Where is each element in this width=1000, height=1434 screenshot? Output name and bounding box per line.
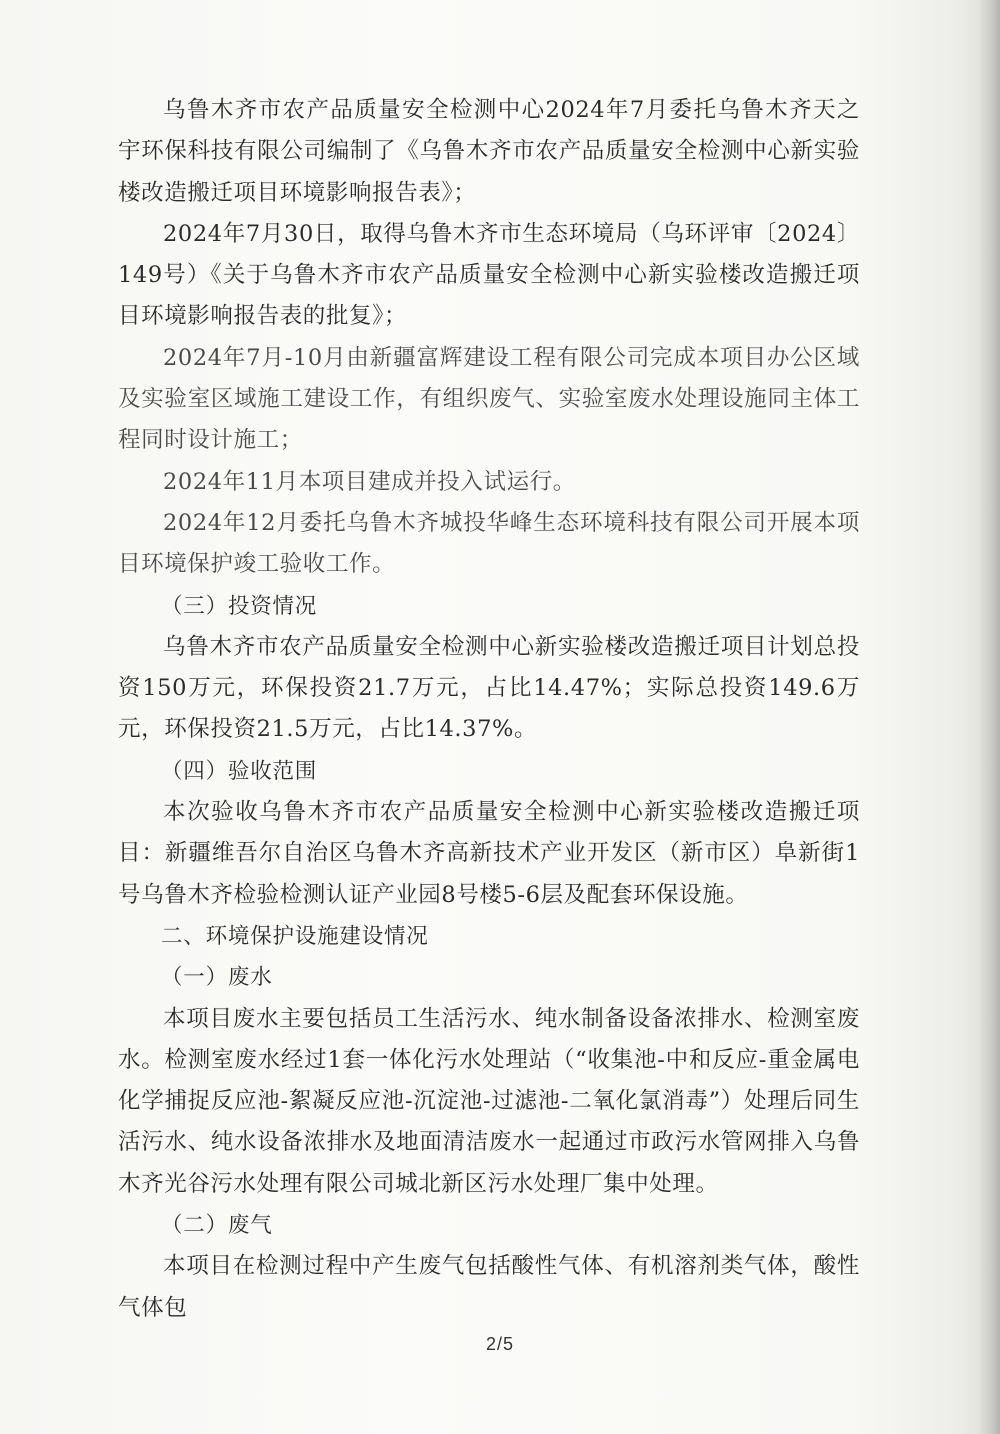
paragraph-investment: 乌鲁木齐市农产品质量安全检测中心新实验楼改造搬迁项目计划总投资150万元，环保投资21.7万元，占比14.47%；实际总投资149.6万元，环保投资21.5万元，占比14.37%。 (118, 633, 860, 743)
paragraph-wastewater: 本项目废水主要包括员工生活污水、纯水制备设备浓排水、检测室废水。检测室废水经过1套一体化污水处理站（“收集池-中和反应-重金属电化学捕捉反应池-絮凝反应池-沉淀池-过滤池-二氧化氯消毒”）处理后同生活污水、纯水设备浓排水及地面清洁废水一起通过市政污水管网排入乌鲁木齐光谷污水处理有限公司城北新区污水处理厂集中处理。 (118, 1005, 860, 1197)
section-heading-scope: （四）验收范围 (161, 758, 318, 784)
paragraph-acceptance-commission: 2024年12月委托乌鲁木齐城投华峰生态环境科技有限公司开展本项目环境保护竣工验收工作。 (118, 509, 860, 578)
section-heading-exhaust: （二）废气 (161, 1213, 273, 1239)
paragraph-exhaust: 本项目在检测过程中产生废气包括酸性气体、有机溶剂类气体，酸性气体包 (118, 1253, 860, 1321)
document-body (118, 90, 860, 1329)
page-number: 2/5 (485, 1334, 515, 1354)
section-heading-investment: （三）投资情况 (161, 593, 318, 619)
paragraph-scope: 本次验收乌鲁木齐市农产品质量安全检测中心新实验楼改造搬迁项目：新疆维吾尔自治区乌鲁木齐高新技术产业开发区（新市区）阜新街1号乌鲁木齐检验检测认证产业园8号楼5-6层及配套环保设施。 (118, 799, 860, 908)
section-heading-facilities: 二、环境保护设施建设情况 (161, 923, 429, 949)
paragraph-trial-operation: 2024年11月本项目建成并投入试运行。 (163, 468, 576, 495)
paragraph-construction: 2024年7月-10月由新疆富辉建设工程有限公司完成本项目办公区域及实验室区域施工建设工作，有组织废气、实验室废水处理设施同主体工程同时设计施工； (118, 344, 860, 454)
page-edge-shadow (978, 0, 1000, 1434)
paragraph-eia-commission: 乌鲁木齐市农产品质量安全检测中心2024年7月委托乌鲁木齐天之宇环保科技有限公司编制了《乌鲁木齐市农产品质量安全检测中心新实验楼改造搬迁项目环境影响报告表》； (118, 97, 860, 206)
section-heading-wastewater: （一）废水 (161, 965, 273, 991)
paragraph-eia-approval: 2024年7月30日，取得乌鲁木齐市生态环境局（乌环评审〔2024〕149号）《关于乌鲁木齐市农产品质量安全检测中心新实验楼改造搬迁项目环境影响报告表的批复》； (118, 220, 860, 330)
